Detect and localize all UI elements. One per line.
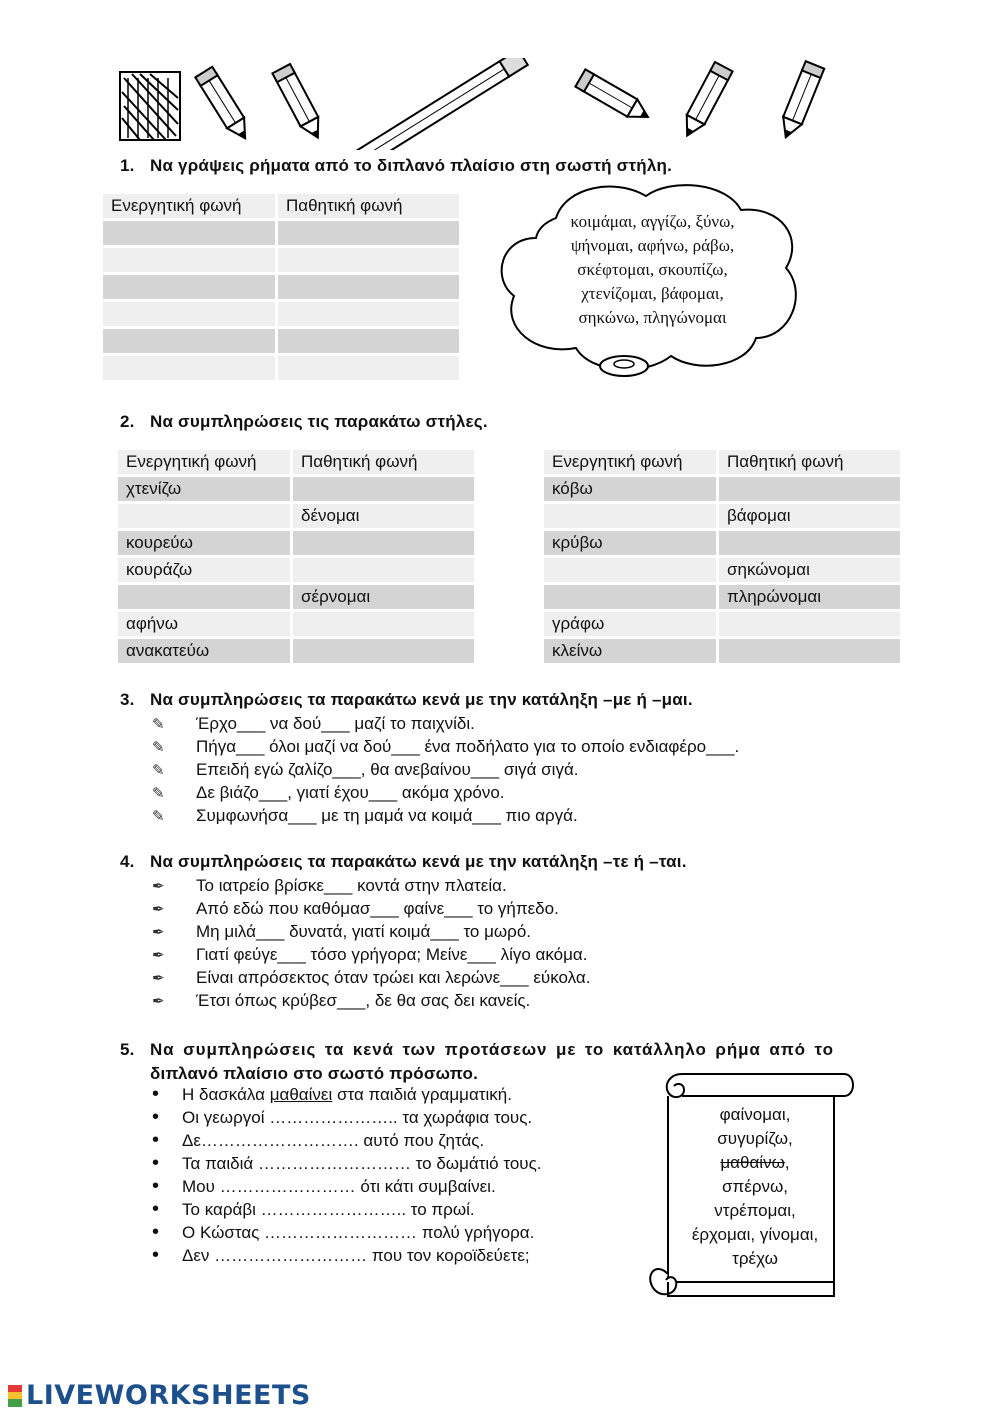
q2-cell[interactable] [293,477,474,501]
pen-bullet-icon: ✒ [152,901,165,918]
logo-badge-icon [8,1385,22,1407]
pencil-icon [272,64,326,142]
cloud-line: σηκώνω, πληγώνομαι [578,308,727,327]
list-item[interactable]: • Τα παιδιά ……………………… το δωμάτιό τους. [152,1152,542,1174]
pencil-bullet-icon: ✎ [152,808,165,825]
q2-cell: ανακατεύω [118,639,290,663]
q1-answer-cell[interactable] [103,221,275,245]
q2-cell: γράφω [544,612,716,636]
question-text: Να συμπληρώσεις τα παρακάτω κενά με την κατάληξη –τε ή –ται. [150,852,687,871]
q2-cell[interactable] [544,585,716,609]
q2-cell: βάφομαι [719,504,900,528]
verb-bank-scroll [680,1103,830,1271]
q1-answer-cell[interactable] [278,275,459,299]
q2-right-table [541,447,903,666]
q5-list [152,1083,542,1267]
q2-cell: αφήνω [118,612,290,636]
list-item[interactable]: ✒ Από εδώ που καθόμασ___ φαίνε___ το γήπεδο. [152,897,590,920]
bullet-icon: • [152,1244,160,1266]
q2-cell: δένομαι [293,504,474,528]
question-number: 4. [120,852,135,871]
logo-text: LIVEWORKSHEETS [26,1380,311,1411]
list-item[interactable]: ✒ Το ιατρείο βρίσκε___ κοντά στην πλατεία. [152,874,590,897]
q1-answer-cell[interactable] [278,356,459,380]
q2-cell[interactable] [719,477,900,501]
list-item[interactable]: ✎ Έρχο___ να δού___ μαζί το παιχνίδι. [152,712,739,735]
example-item: • Η δασκάλα μαθαίνει στα παιδιά γραμματική. [152,1083,512,1105]
question-number: 1. [120,156,135,175]
q1-answer-cell[interactable] [103,356,275,380]
pencil-icon [195,67,253,144]
bullet-icon: • [152,1152,160,1174]
q2-cell[interactable] [544,558,716,582]
list-item[interactable]: ✒ Γιατί φεύγε___ τόσο γρήγορα; Μείνε___ λίγο ακόμα. [152,943,590,966]
pen-bullet-icon: ✒ [152,970,165,987]
q2-cell[interactable] [719,612,900,636]
q2-cell[interactable] [118,585,290,609]
q2-cell[interactable] [118,504,290,528]
example-verb: μαθαίνει [269,1085,333,1104]
question-text: Να συμπληρώσεις τα παρακάτω κενά με την κατάληξη –με ή –μαι. [150,690,693,709]
pen-bullet-icon: ✒ [152,993,165,1010]
list-item[interactable]: ✒ Μη μιλά___ δυνατά, γιατί κοιμά___ το μωρό. [152,920,590,943]
q2-cell: σηκώνομαι [719,558,900,582]
question-text: Να γράψεις ρήματα από το διπλανό πλαίσιο στη σωστή στήλη. [150,156,673,175]
pencil-bullet-icon: ✎ [152,739,165,756]
scroll-line: συγυρίζω, [717,1129,793,1148]
pencil-icon [678,62,732,140]
q1-answer-cell[interactable] [103,302,275,326]
question-number: 3. [120,690,135,709]
question-number: 5. [120,1040,135,1059]
pencil-icon [776,61,824,141]
liveworksheets-logo[interactable] [8,1380,311,1411]
q1-answer-cell[interactable] [278,248,459,272]
list-item[interactable]: • Το καράβι …………………….. το πρωί. [152,1198,475,1220]
question-3-title [120,690,693,710]
long-pencil-icon [330,58,528,150]
scroll-line-struck: μαθαίνω, [720,1153,790,1172]
q2-cell: κόβω [544,477,716,501]
list-item[interactable]: • Μου …………………… ότι κάτι συμβαίνει. [152,1175,496,1197]
scroll-line: σπέρνω, [722,1177,788,1196]
question-1-title [120,156,672,176]
q1-answer-cell[interactable] [103,275,275,299]
q1-answer-cell[interactable] [103,329,275,353]
q2-header-active: Ενεργητική φωνή [118,450,290,474]
scroll-line: φαίνομαι, [719,1105,791,1124]
cloud-line: ψήνομαι, αφήνω, ράβω, [570,236,735,255]
bullet-icon: • [152,1221,160,1243]
q2-cell: κρύβω [544,531,716,555]
q1-answer-cell[interactable] [278,329,459,353]
list-item[interactable]: ✎ Συμφωνήσα___ με τη μαμά να κοιμά___ πιο αργά. [152,804,739,827]
q2-cell[interactable] [293,558,474,582]
scroll-line: έρχομαι, γίνομαι, [691,1225,819,1244]
q2-cell: κουρεύω [118,531,290,555]
cloud-line: σκέφτομαι, σκουπίζω, [577,260,728,279]
bullet-icon: • [152,1175,160,1197]
scroll-line: ντρέπομαι, [714,1201,796,1220]
q2-cell: κλείνω [544,639,716,663]
pencil-bullet-icon: ✎ [152,785,165,802]
q1-answer-cell[interactable] [278,221,459,245]
pencil-bundle-icon [120,72,180,140]
q2-cell[interactable] [293,639,474,663]
list-item[interactable]: • Ο Κώστας ……………………… πολύ γρήγορα. [152,1221,535,1243]
list-item[interactable]: • Δε………………………. αυτό που ζητάς. [152,1129,485,1151]
pencil-bullet-icon: ✎ [152,762,165,779]
pen-bullet-icon: ✒ [152,924,165,941]
pen-bullet-icon: ✒ [152,878,165,895]
question-4-title [120,852,687,872]
q2-header-active: Ενεργητική φωνή [544,450,716,474]
pencil-bullet-icon: ✎ [152,716,165,733]
question-text: Να συμπληρώσεις τις παρακάτω στήλες. [150,412,488,431]
list-item[interactable]: ✎ Δε βιάζο___, γιατί έχου___ ακόμα χρόνο. [152,781,739,804]
question-number: 2. [120,412,135,431]
q1-header-active: Ενεργητική φωνή [103,194,275,218]
q2-cell[interactable] [293,612,474,636]
verb-bank-cloud [540,210,765,330]
list-item[interactable]: ✎ Επειδή εγώ ζαλίζο___, θα ανεβαίνου___ σιγά σιγά. [152,758,739,781]
scroll-line: τρέχω [732,1249,778,1268]
q1-header-passive: Παθητική φωνή [278,194,459,218]
bullet-icon: • [152,1083,160,1105]
q2-cell[interactable] [293,531,474,555]
list-item[interactable]: ✒ Έτσι όπως κρύβεσ___, δε θα σας δει κανείς. [152,989,590,1012]
question-2-title [120,412,488,432]
q2-left-table [115,447,477,666]
question-text: Να συμπληρώσεις τα κενά των προτάσεων με το κατάλληλο ρήμα από το [150,1040,834,1059]
cloud-line: κοιμάμαι, αγγίζω, ξύνω, [570,212,735,231]
question-text-cont: διπλανό πλαίσιο στο σωστό πρόσωπο. [150,1064,478,1083]
pen-bullet-icon: ✒ [152,947,165,964]
pencil-icon [575,69,653,125]
bullet-icon: • [152,1198,160,1220]
q2-cell[interactable] [719,639,900,663]
q2-cell[interactable] [719,531,900,555]
bullet-icon: • [152,1106,160,1128]
q2-header-passive: Παθητική φωνή [719,450,900,474]
pencils-header-illustration [110,58,850,150]
bullet-icon: • [152,1129,160,1151]
q2-cell: χτενίζω [118,477,290,501]
list-item[interactable]: ✒ Είναι απρόσεκτος όταν τρώει και λερώνε___ εύκολα. [152,966,590,989]
q2-cell: σέρνομαι [293,585,474,609]
q1-answer-cell[interactable] [103,248,275,272]
q4-list [152,874,590,1012]
list-item[interactable]: • Δεν ……………………… που τον κοροϊδεύετε; [152,1244,530,1266]
q2-header-passive: Παθητική φωνή [293,450,474,474]
q2-cell: πληρώνομαι [719,585,900,609]
cloud-line: χτενίζομαι, βάφομαι, [581,284,724,303]
q2-cell[interactable] [544,504,716,528]
q1-answer-cell[interactable] [278,302,459,326]
list-item[interactable]: ✎ Πήγα___ όλοι μαζί να δού___ ένα ποδήλατο για το οποίο ενδιαφέρο___. [152,735,739,758]
q1-table [100,191,462,383]
q2-cell: κουράζω [118,558,290,582]
list-item[interactable]: • Οι γεωργοί ………………….. τα χωράφια τους. [152,1106,533,1128]
q3-list [152,712,739,827]
